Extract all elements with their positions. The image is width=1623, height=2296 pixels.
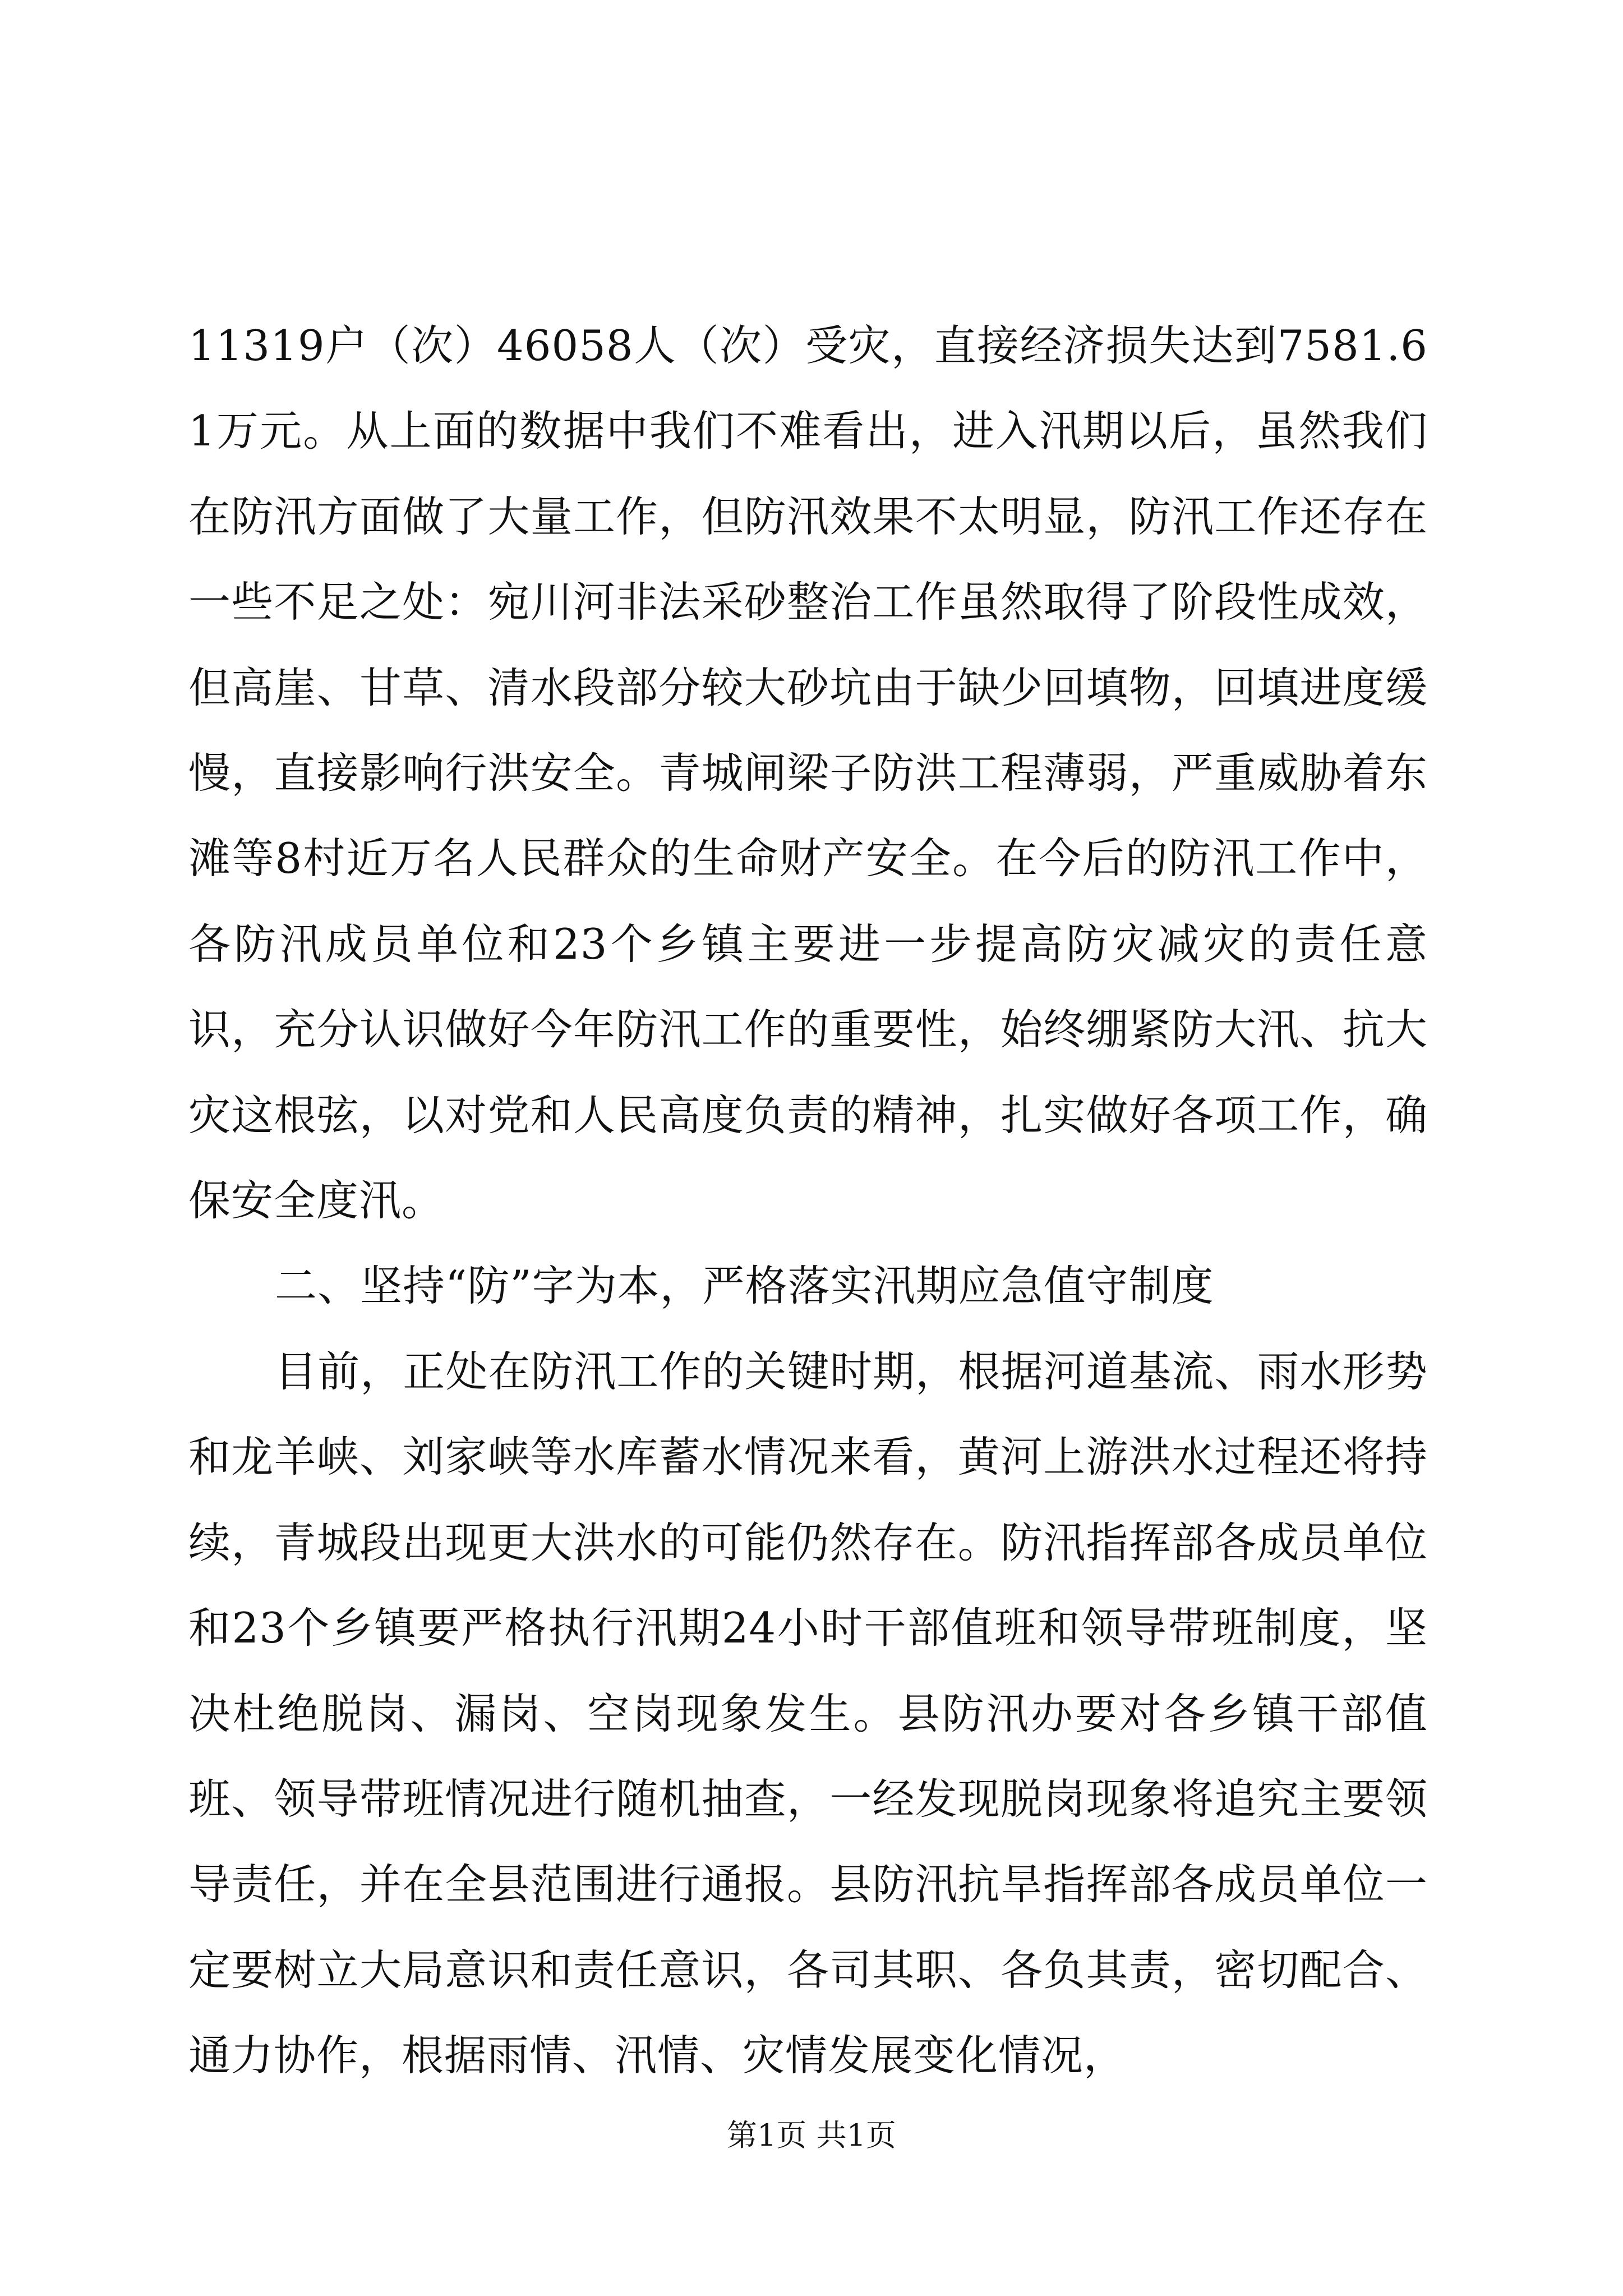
body-paragraph-1: 11319户（次）46058人（次）受灾，直接经济损失达到7581.61万元。从上面的数据中我们不难看出，进入汛期以后，虽然我们在防汛方面做了大量工作，但防汛效果不太明显，防汛工作还存在一些不足之处：宛川河非法采砂整治工作虽然取得了阶段性成效，但高崖、甘草、清水段部分较大砂坑由于缺少回填物，回填进度缓慢，直接影响行洪安全。青城闸梁子防洪工程薄弱，严重威胁着东滩等8村近万名人民群众的生命财产安全。在今后的防汛工作中，各防汛成员单位和23个乡镇主要进一步提高防灾减灾的责任意识，充分认识做好今年防汛工作的重要性，始终绷紧防大汛、抗大灾这根弦，以对党和人民高度负责的精神，扎实做好各项工作，确保安全度汛。 (188, 321, 1428, 1226)
section-heading-2: 二、坚持“防”字为本，严格落实汛期应急值守制度 (275, 1261, 1214, 1311)
page-footer: 第1页 共1页 (727, 2118, 896, 2153)
body-paragraph-3: 目前，正处在防汛工作的关键时期，根据河道基流、雨水形势和龙羊峡、刘家峡等水库蓄水情况来看，黄河上游洪水过程还将持续，青城段出现更大洪水的可能仍然存在。防汛指挥部各成员单位和23个乡镇要严格执行汛期24小时干部值班和领导带班制度，坚决杜绝脱岗、漏岗、空岗现象发生。县防汛办要对各乡镇干部值班、领导带班情况进行随机抽查，一经发现脱岗现象将追究主要领导责任，并在全县范围进行通报。县防汛抗旱指挥部各成员单位一定要树立大局意识和责任意识，各司其职、各负其责，密切配合、通力协作，根据雨情、汛情、灾情发展变化情况， (188, 1346, 1428, 2081)
document-body (188, 303, 1428, 2099)
